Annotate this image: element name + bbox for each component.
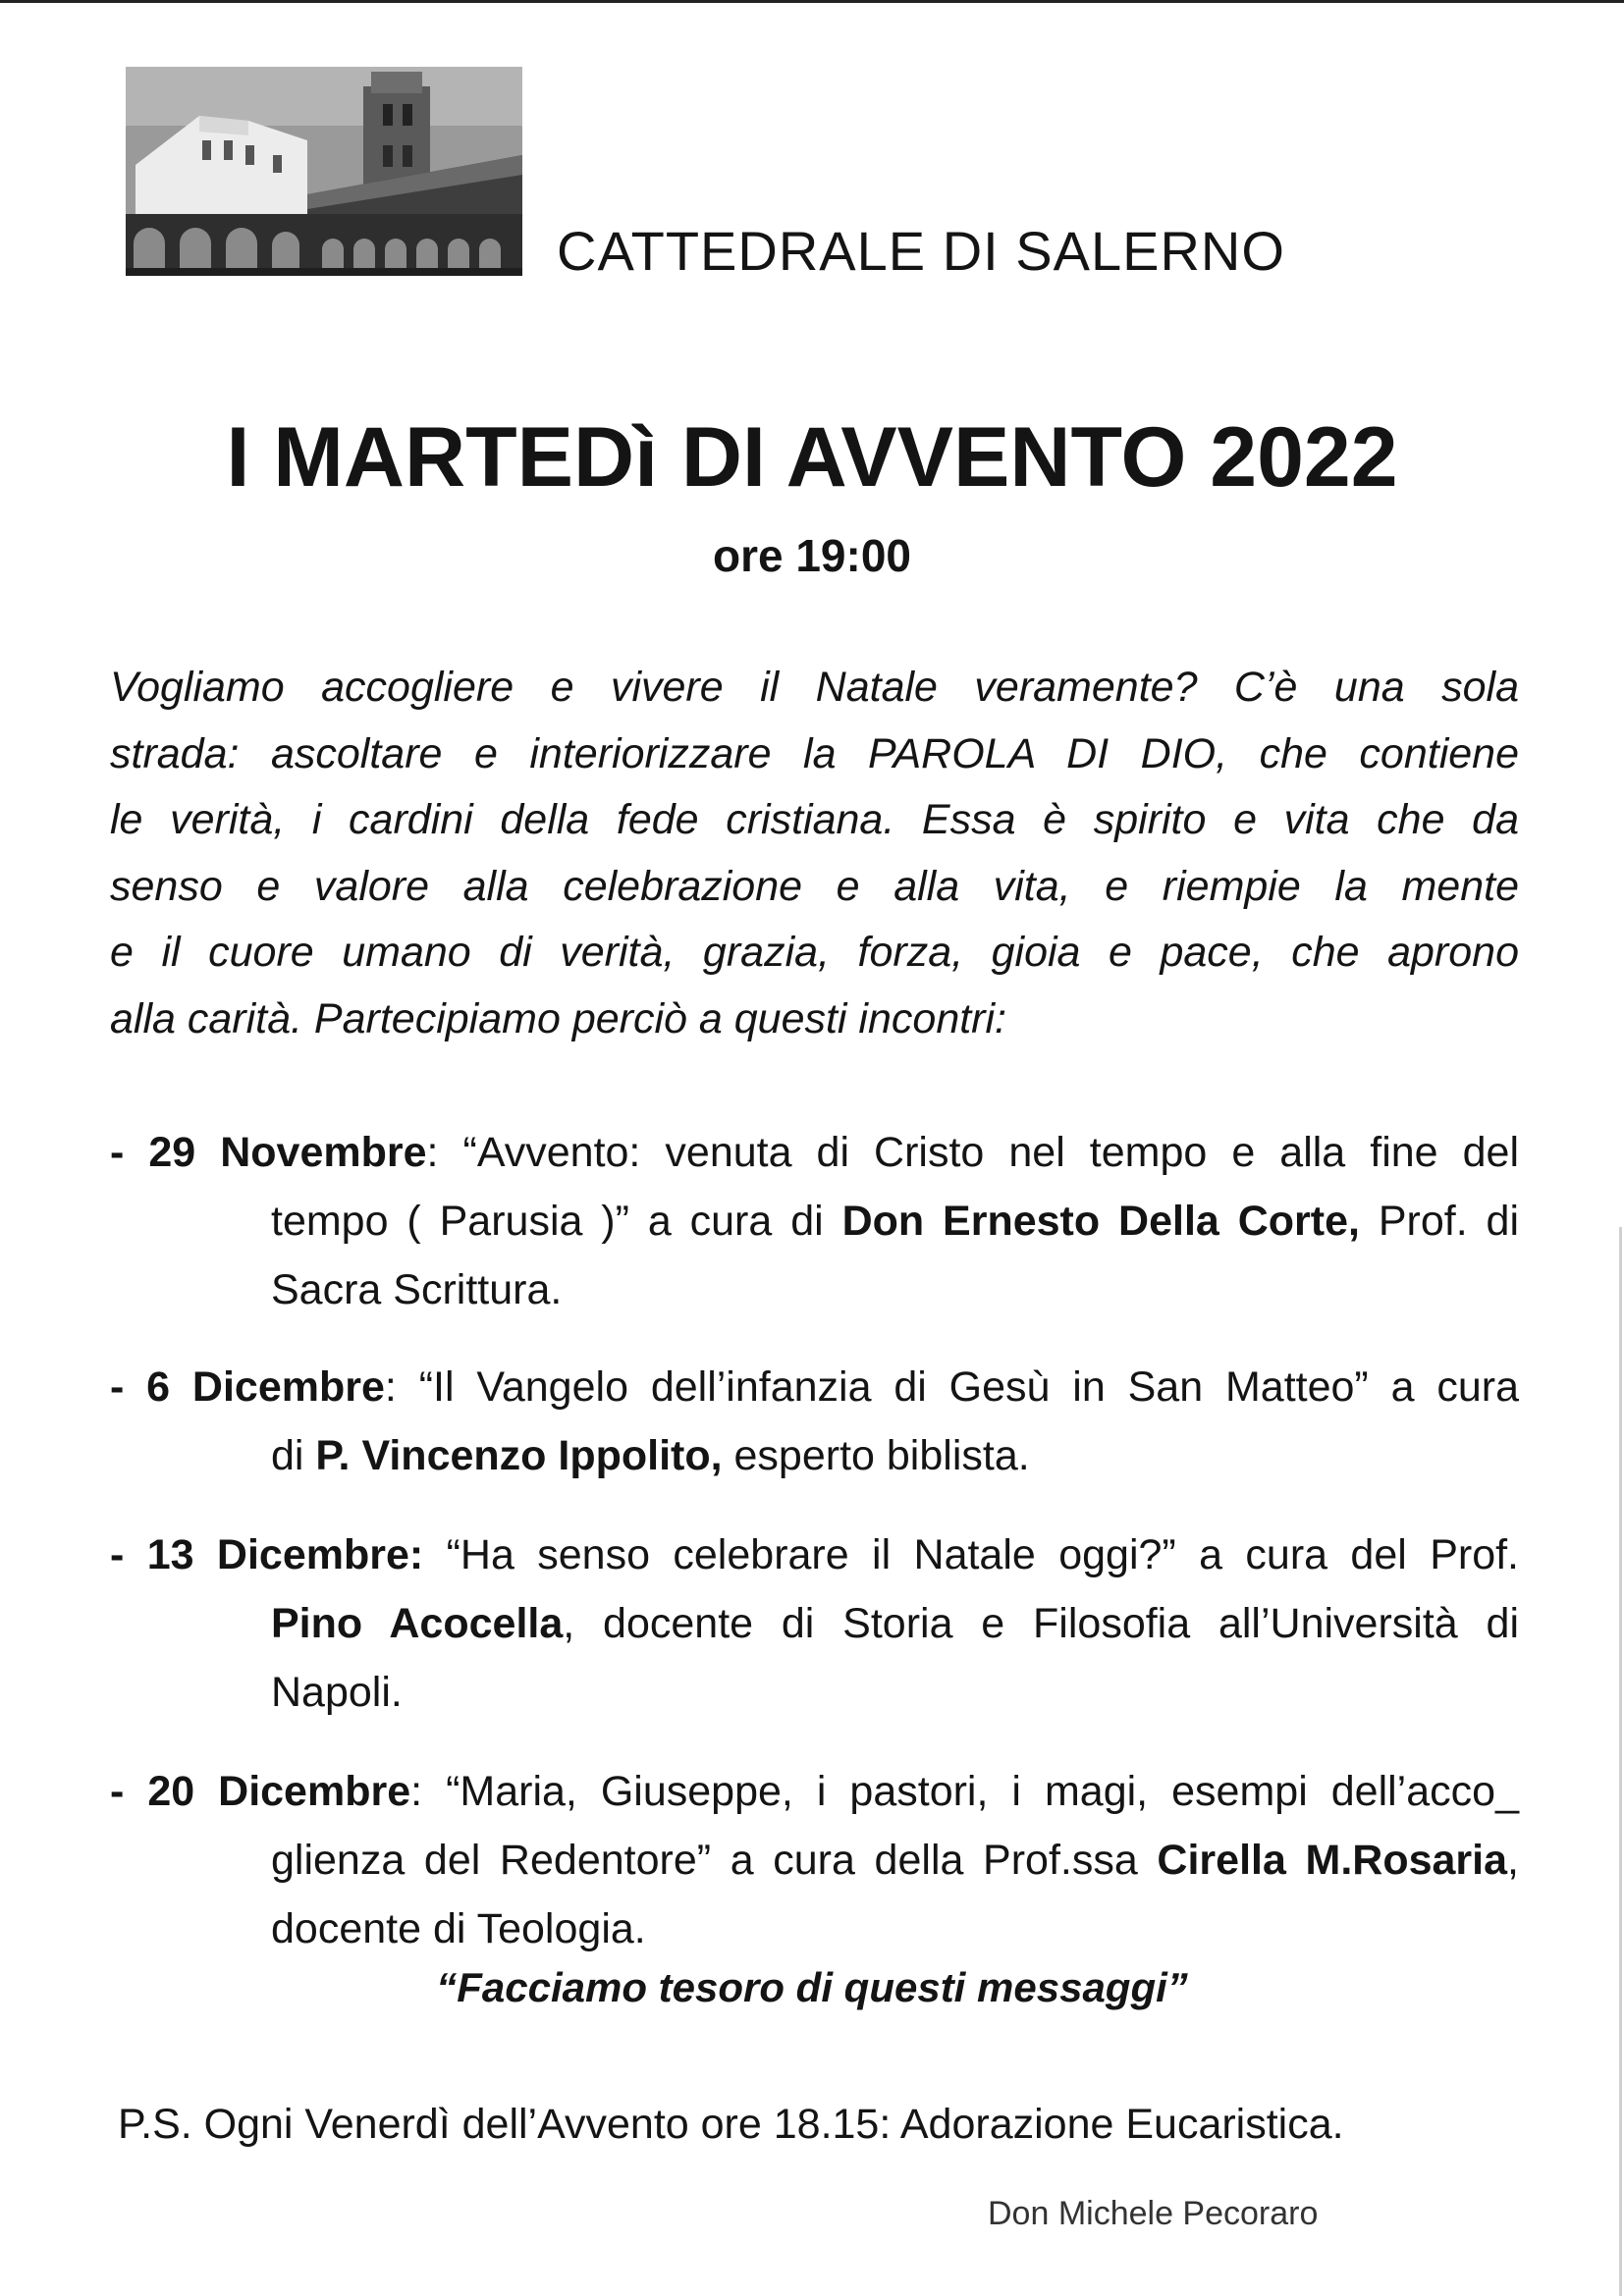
event-item-29-novembre	[110, 1118, 1519, 1324]
event-line	[110, 1187, 1519, 1255]
top-border-line	[0, 0, 1624, 3]
event-text: : “Maria, Giuseppe, i pastori, i magi, esempi dell’acco_	[410, 1768, 1519, 1815]
event-line	[110, 1118, 1519, 1187]
event-line: Sacra Scrittura.	[271, 1266, 563, 1313]
page-title: I MARTEDì DI AVVENTO 2022	[226, 410, 1398, 505]
event-line	[110, 1353, 1519, 1421]
event-speaker: Pino Acocella	[271, 1600, 564, 1647]
event-line	[110, 1589, 1519, 1658]
intro-line: alla carità. Partecipiamo perciò a questi incontri:	[110, 994, 1006, 1042]
cathedral-photo	[126, 67, 522, 276]
event-line	[110, 1826, 1519, 1895]
intro-paragraph	[110, 655, 1519, 1052]
event-text: : “Avvento: venuta di Cristo nel tempo e alla fine del	[426, 1129, 1520, 1176]
signature: Don Michele Pecoraro	[988, 2195, 1319, 2232]
event-item-6-dicembre	[110, 1353, 1519, 1490]
event-date: - 29 Novembre	[110, 1129, 427, 1176]
event-text: glienza del Redentore” a cura della Prof.ssa	[271, 1837, 1158, 1884]
right-border-line	[1619, 1227, 1622, 2296]
event-speaker: P. Vincenzo Ippolito,	[315, 1432, 723, 1479]
event-line: docente di Teologia.	[271, 1905, 646, 1952]
motto: “Facciamo tesoro di questi messaggi”	[436, 1964, 1188, 2010]
event-line	[110, 1521, 1519, 1589]
event-line: Napoli.	[271, 1669, 403, 1716]
event-text: “Ha senso celebrare il Natale oggi?” a cura del Prof.	[423, 1531, 1520, 1578]
intro-line: senso e valore alla celebrazione e alla vita, e riempie la mente	[110, 862, 1519, 910]
intro-line: strada: ascoltare e interiorizzare la PAROLA DI DIO, che contiene	[110, 729, 1519, 777]
event-text: , docente di Storia e Filosofia all’Università di	[563, 1600, 1519, 1647]
event-text: Prof. di	[1359, 1198, 1520, 1245]
cathedral-name: CATTEDRALE DI SALERNO	[557, 220, 1285, 282]
event-text: tempo ( Parusia )” a cura di	[271, 1198, 842, 1245]
event-item-20-dicembre	[110, 1757, 1519, 1963]
event-date: - 13 Dicembre:	[110, 1531, 424, 1578]
event-speaker: Cirella M.Rosaria	[1157, 1837, 1508, 1884]
event-line	[110, 1757, 1519, 1826]
intro-line: le verità, i cardini della fede cristiana. Essa è spirito e vita che da	[110, 796, 1519, 843]
event-date: - 6 Dicembre	[110, 1363, 385, 1411]
event-date: - 20 Dicembre	[110, 1768, 411, 1815]
intro-line: e il cuore umano di verità, grazia, forza, gioia e pace, che aprono	[110, 929, 1519, 976]
event-time: ore 19:00	[712, 530, 911, 581]
event-text: ,	[1507, 1837, 1519, 1884]
postscript: P.S. Ogni Venerdì dell’Avvento ore 18.15: Adorazione Eucaristica.	[118, 2101, 1344, 2148]
event-item-13-dicembre	[110, 1521, 1519, 1727]
event-speaker: Don Ernesto Della Corte,	[841, 1198, 1360, 1245]
intro-line: Vogliamo accogliere e vivere il Natale veramente? C’è una sola	[110, 664, 1519, 711]
event-line	[110, 1421, 1519, 1490]
event-text: di	[271, 1432, 316, 1479]
event-text: : “Il Vangelo dell’infanzia di Gesù in San Matteo” a cura	[384, 1363, 1519, 1411]
event-text: esperto biblista.	[722, 1432, 1030, 1479]
